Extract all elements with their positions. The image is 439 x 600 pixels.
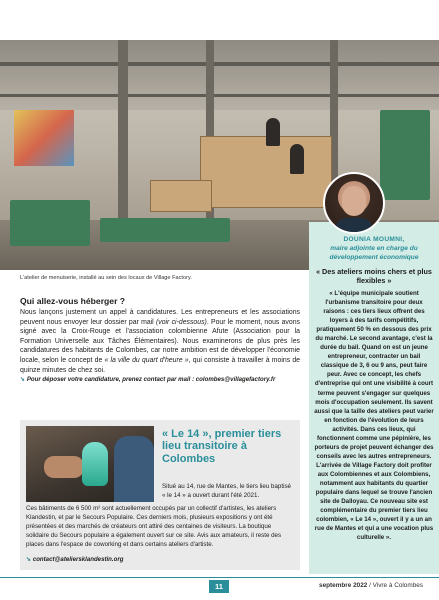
photo-mural <box>14 110 74 166</box>
photo-wood-shelf <box>150 180 212 212</box>
interviewee-name: DOUNIA MOUMNI, <box>343 236 405 243</box>
portrait-avatar <box>323 172 385 234</box>
photo-machine <box>380 110 430 200</box>
answer-text: . Pour le moment, nous avons signé avec la Croix-Rouge et l'association colombienne Afute (Association pour la Formation Universelle aux Tâches Élémentaires). Nous examinerons de plus près les candidatures des habitants de Colombes, car notre ambition est de développer l'économie locale, selon le concept de <box>20 318 300 364</box>
application-contact-text: Pour déposer votre candidature, prenez contact par mail : colombes@villagefactory.fr <box>26 376 276 384</box>
photo-machine <box>100 218 230 242</box>
photo-beam <box>0 94 439 97</box>
photo-arm <box>44 456 84 478</box>
photo-worker <box>290 144 304 174</box>
magazine-name: Vivre à Colombes <box>372 582 423 589</box>
application-contact[interactable] <box>20 376 300 383</box>
interview-heading: « Des ateliers moins chers et plus flexibles » <box>316 267 432 285</box>
le14-title: « Le 14 », premier tiers lieu transitoire à Colombes <box>162 428 282 465</box>
portrait-clothes <box>335 218 373 234</box>
photo-caption: L'atelier de menuiserie, installé au sein des locaux de Village Factory. <box>20 275 192 281</box>
photo-wood-shelf <box>200 136 332 208</box>
answer-text: Nous lançons justement un appel à candidatures. Les entrepreneurs et les associations peuvent nous envoyer leur dossier par mail <box>20 309 300 326</box>
photo-sculpture <box>82 442 108 486</box>
interview-quote: « L'équipe municipale soutient l'urbanisme transitoire pour deux raisons : ces tiers lieux offrent des loyers à des tarifs compétitifs, pratiquement 50 % en dessous des prix du marché. Le second avantage, c'est la durée du bail. Quand on est un jeune entrepreneur, contracter un bail classique de 3, 6 ou 9 ans, peut faire peur. Avec ce concept, les chefs d'entreprise qui ont une visibilité à court terme peuvent s'engager sur quelques mois d'occupation seulement. Ils savent aussi que la taille des ateliers peut varier en fonction de l'évolution de leurs activités. Dans ces lieux, qui fonctionnent comme une pépinière, les porteurs de projet peuvent échanger des conseils avec les autres entrepreneurs. L'arrivée de Village Factory doit profiter aux Colombiennes et aux Colombiens, notamment aux habitants du quartier populaire dans lequel se trouve l'ancien site de Dalloyau. Ce nouveau site est complémentaire du premier tiers lieu colombien, « Le 14 », ouvert il y a un an rue de Mantes et qui a une vocation plus culturelle ». <box>314 290 434 542</box>
le14-box <box>20 420 300 570</box>
portrait-face <box>342 186 366 216</box>
answer-text-italic: (voir ci-dessous) <box>155 318 207 326</box>
footer-issue <box>319 582 423 589</box>
photo-column <box>118 40 128 230</box>
answer-paragraph <box>20 308 300 375</box>
photo-artist <box>114 436 154 502</box>
answer-text-italic: « la ville du quart d'heure » <box>104 356 189 364</box>
arrow-icon: ➘ <box>20 376 27 384</box>
le14-intro: Situé au 14, rue de Mantes, le tiers lieu baptisé « le 14 » a ouvert durant l'été 2021. <box>162 483 291 499</box>
artist-photo <box>26 426 154 502</box>
photo-beam <box>0 62 439 66</box>
footer-rule <box>0 577 439 578</box>
answer-text: , qui consiste à travailler à moins de quinze minutes de chez soi. <box>20 356 300 374</box>
photo-worker <box>266 118 280 146</box>
photo-roof <box>0 40 439 110</box>
issue-date: septembre 2022 <box>319 582 368 589</box>
le14-body: Ces bâtiments de 6 500 m² sont actuellement occupés par un collectif d'artistes, les ateliers Klandestin, et par le Secours Populaire. Ces derniers mois, plusieurs expositions y ont été présentées et des marchés de créateurs ont attiré des centaines de visiteurs. La boutique solidaire du Secours populaire a également ouvert sur ce site. Avis aux amateurs, il reste des places dans l'espace de coworking et dans certains ateliers d'artiste. <box>26 505 282 548</box>
le14-contact-email: contact@ateliersklandestin.org <box>32 556 124 563</box>
interviewee-role: maire adjointe en charge du développement économique <box>329 245 419 261</box>
question-heading: Qui allez-vous héberger ? <box>20 296 126 306</box>
arrow-icon: ➘ <box>26 556 33 563</box>
photo-machine <box>10 200 90 246</box>
le14-contact[interactable] <box>26 556 294 563</box>
footer-separator: / <box>367 582 373 589</box>
page-number: 11 <box>209 580 229 593</box>
main-article <box>20 296 300 383</box>
